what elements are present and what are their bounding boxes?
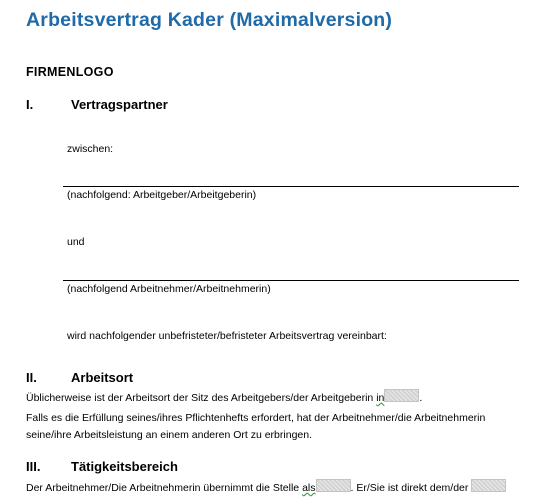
in-word: in	[376, 392, 385, 404]
workplace-text: Üblicherweise ist der Arbeitsort der Sitz des Arbeitgebers/der Arbeitgeberin	[26, 392, 374, 404]
section-title: Arbeitsort	[71, 370, 134, 385]
and-label: und	[67, 236, 85, 248]
role-text-continued: . Er/Sie ist direkt dem/der	[350, 482, 469, 494]
position-input-field[interactable]	[316, 479, 351, 492]
section-number: II.	[26, 370, 37, 385]
employee-caption: (nachfolgend Arbeitnehmer/Arbeitnehmerin)	[67, 283, 271, 295]
workplace-input-field[interactable]	[384, 389, 419, 402]
section-title: Vertragspartner	[71, 97, 168, 112]
between-label: zwischen:	[67, 143, 114, 155]
section-title: Tätigkeitsbereich	[71, 459, 178, 474]
employer-caption: (nachfolgend: Arbeitgeber/Arbeitgeberin)	[67, 189, 257, 201]
relocation-paragraph-line-1: Falls es die Erfüllung seines/ihres Pflichtenhefts erfordert, hat der Arbeitnehmer/die Arbeitnehmerin	[26, 412, 486, 424]
period: .	[419, 392, 423, 404]
document-title: Arbeitsvertrag Kader (Maximalversion)	[26, 9, 393, 31]
als-word: als	[302, 482, 316, 494]
relocation-paragraph-line-2: seine/ihre Arbeitsleistung an einem anderen Ort zu erbringen.	[26, 429, 313, 441]
supervisor-input-field[interactable]	[471, 479, 506, 492]
agreement-statement: wird nachfolgender unbefristeter/befristeter Arbeitsvertrag vereinbart:	[67, 330, 387, 342]
section-number: III.	[26, 459, 41, 474]
workplace-paragraph	[26, 389, 422, 407]
role-paragraph	[26, 479, 506, 497]
section-number: I.	[26, 97, 34, 112]
role-text: Der Arbeitnehmer/Die Arbeitnehmerin übernimmt die Stelle	[26, 482, 300, 494]
company-logo-placeholder: FIRMENLOGO	[26, 65, 114, 79]
